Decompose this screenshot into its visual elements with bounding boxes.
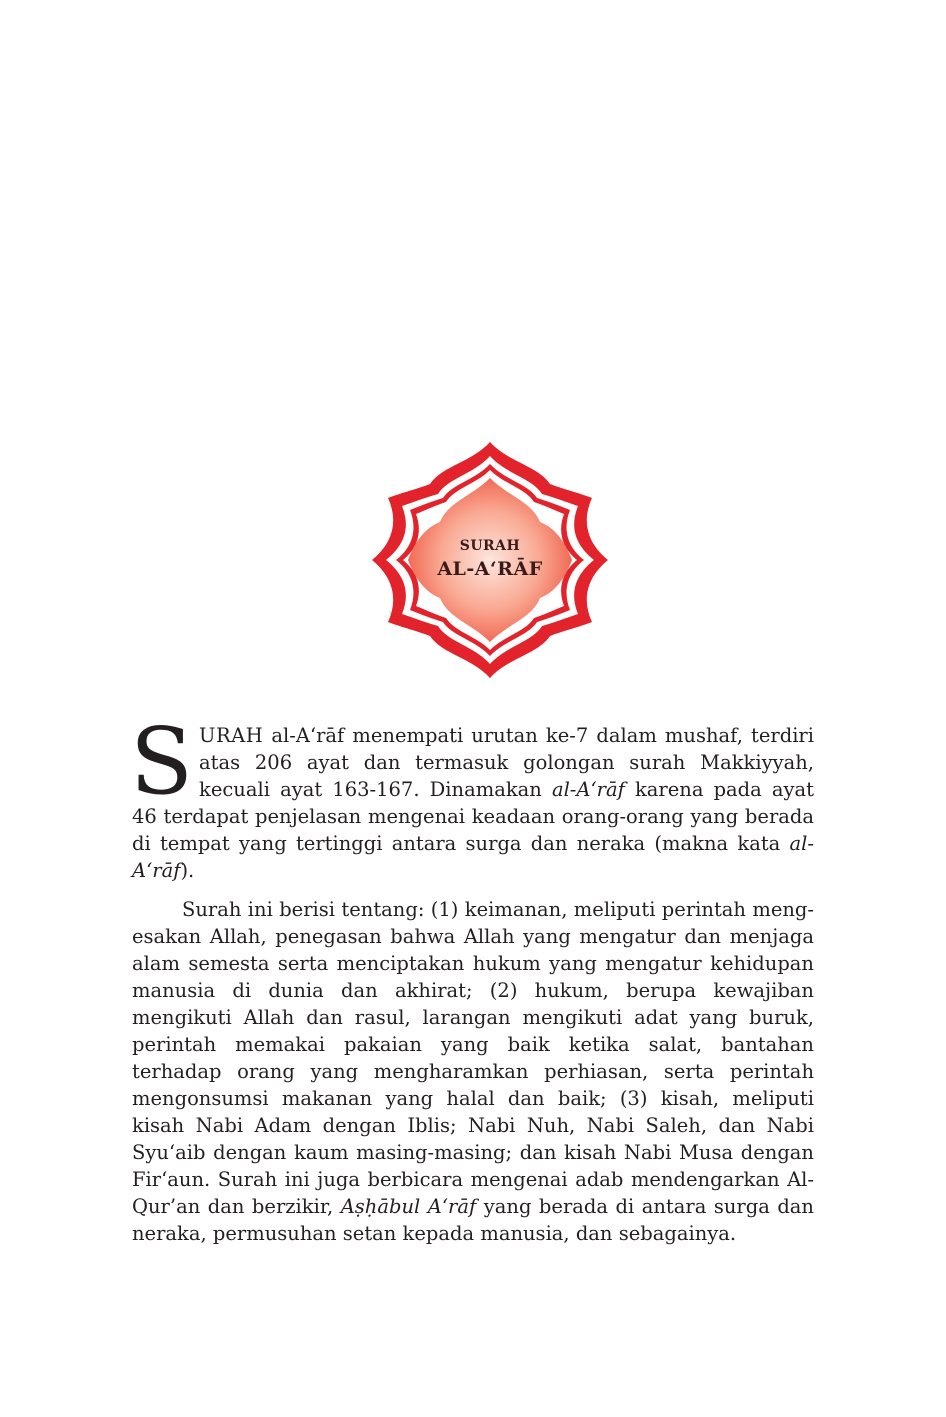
intro-text-1: al-A‘rāf menempati urutan ke-7 dalam mushaf, terdiri atas 206 ayat dan termasuk golongan surah Makkiyyah, kecuali ayat 163-167. Dinamakan	[199, 724, 814, 801]
lead-word: URAH	[199, 724, 264, 747]
emblem-line-surah: SURAH	[459, 538, 521, 554]
drop-cap: S	[130, 708, 194, 815]
emblem-title	[370, 538, 610, 580]
article-body	[130, 708, 815, 1247]
emblem-line-name: AL-A‘RĀF	[437, 558, 543, 580]
content-paragraph	[132, 896, 814, 1247]
content-text-2: yang berada di antara surga dan neraka, permusuhan setan kepada manusia, dan sebagainya.	[132, 1195, 814, 1245]
content-text-1: Surah ini berisi tentang: (1) keimanan, meliputi perintah mengesakan Allah, penegasan bahwa Allah yang mengatur dan menjaga alam semesta serta menciptakan hukum yang mengatur kehidupan manusia di dunia dan akhirat; (2) hukum, berupa kewajiban mengikuti Allah dan rasul, larangan mengikuti adat yang buruk, perintah memakai pakaian yang baik ketika salat, bantahan terhadap orang yang mengharamkan perhiasan, serta perintah mengonsumsi makanan yang halal dan baik; (3) kisah, meliputi kisah Nabi Adam dengan Iblis; Nabi Nuh, Nabi Saleh, dan Nabi Syu‘aib dengan kaum masing-masing; dan kisah Nabi Musa dengan Fir‘aun. Surah ini juga berbicara mengenai adab mendengarkan Al-Qur’an dan berzikir,	[132, 898, 814, 1218]
intro-paragraph	[130, 708, 815, 884]
intro-italic-1: al-A‘rāf	[551, 778, 625, 801]
intro-text-3: ).	[180, 859, 195, 882]
intro-text-2: karena pada ayat 46 terdapat penjelasan mengenai keadaan orang-orang yang berada di tempat yang tertinggi antara surga dan neraka (makna kata	[132, 778, 815, 855]
surah-emblem	[370, 440, 610, 680]
intro-italic-2: al-A‘rāf	[132, 832, 814, 882]
content-italic-1: Aṣḥābul A‘rāf	[340, 1195, 477, 1218]
